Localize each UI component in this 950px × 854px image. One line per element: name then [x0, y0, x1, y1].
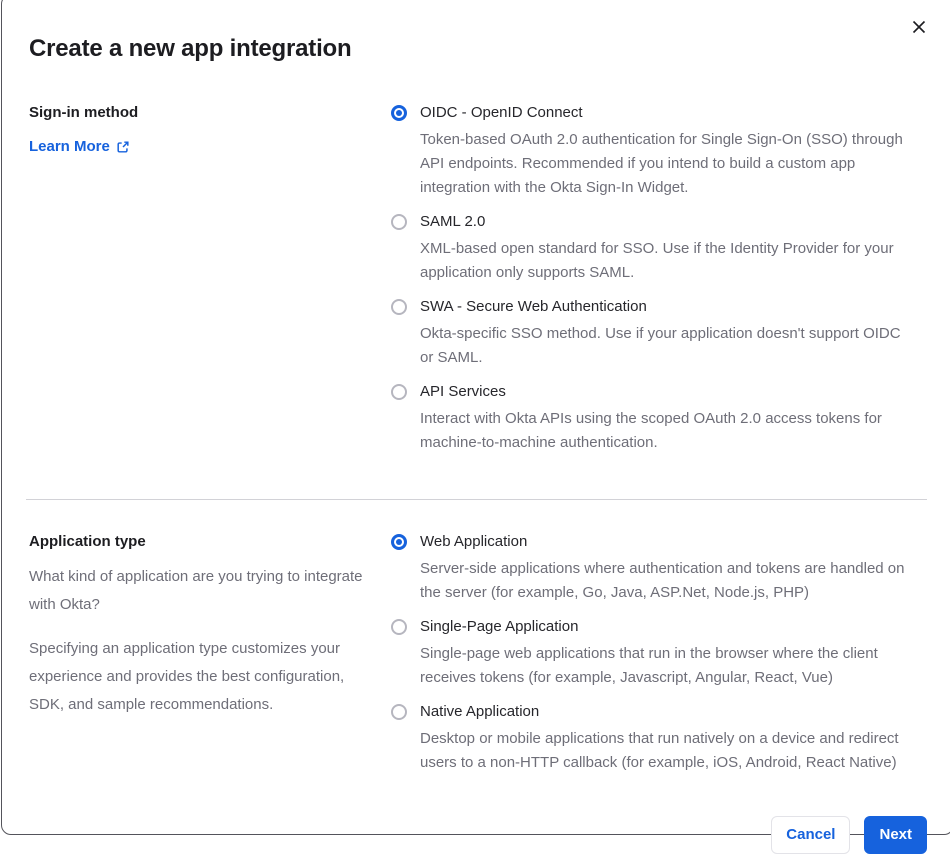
next-button[interactable]: Next — [864, 816, 927, 854]
radio-api-services[interactable] — [391, 384, 407, 400]
radio-selected-icon — [394, 537, 404, 547]
application-type-note: Specifying an application type customizes your experience and provides the best configuration, SDK, and sample recommendations. — [29, 640, 345, 713]
application-type-label: Application type — [29, 533, 146, 550]
sign-in-method-section — [29, 101, 927, 465]
sign-in-method-label: Sign-in method — [29, 104, 139, 121]
radio-selected-icon — [394, 108, 404, 118]
radio-spa[interactable] — [391, 619, 407, 635]
application-type-question: What kind of application are you trying to integrate with Okta? — [29, 568, 363, 613]
option-oidc-label[interactable]: OIDC - OpenID Connect — [420, 104, 583, 121]
option-swa-label[interactable]: SWA - Secure Web Authentication — [420, 298, 647, 315]
option-web-application-description: Server-side applications where authentication and tokens are handled on the server (for example, Go, Java, ASP.Net, Node.js, PHP) — [420, 560, 905, 601]
option-native-application-description: Desktop or mobile applications that run natively on a device and redirect users to a non-HTTP callback (for example, iOS, Android, React Native) — [420, 730, 899, 771]
dialog-title: Create a new app integration — [29, 35, 352, 62]
option-swa — [391, 295, 907, 370]
option-spa-description: Single-page web applications that run in the browser where the client receives tokens (for example, Javascript, Angular, React, Vue) — [420, 645, 878, 686]
radio-saml[interactable] — [391, 214, 407, 230]
option-saml-description: XML-based open standard for SSO. Use if the Identity Provider for your application only supports SAML. — [420, 240, 894, 281]
dialog-footer — [29, 816, 927, 854]
close-button[interactable] — [909, 17, 929, 37]
option-native-application — [391, 700, 907, 775]
option-api-services-description: Interact with Okta APIs using the scoped OAuth 2.0 access tokens for machine-to-machine authentication. — [420, 410, 882, 451]
option-native-application-label[interactable]: Native Application — [420, 703, 540, 720]
option-web-application — [391, 530, 907, 605]
option-spa-label[interactable]: Single-Page Application — [420, 618, 579, 635]
section-divider — [26, 499, 927, 500]
create-app-integration-dialog — [1, 0, 950, 843]
learn-more-label: Learn More — [29, 138, 110, 155]
option-swa-description: Okta-specific SSO method. Use if your application doesn't support OIDC or SAML. — [420, 325, 901, 366]
option-oidc — [391, 101, 907, 200]
option-saml-label[interactable]: SAML 2.0 — [420, 213, 486, 230]
option-api-services — [391, 380, 907, 455]
radio-web-application[interactable] — [391, 534, 407, 550]
option-api-services-label[interactable]: API Services — [420, 383, 506, 400]
external-link-icon — [116, 140, 130, 154]
cancel-button[interactable]: Cancel — [771, 816, 850, 854]
option-web-application-label[interactable]: Web Application — [420, 533, 528, 550]
application-type-section — [29, 530, 927, 785]
radio-native-application[interactable] — [391, 704, 407, 720]
radio-swa[interactable] — [391, 299, 407, 315]
radio-oidc[interactable] — [391, 105, 407, 121]
option-saml — [391, 210, 907, 285]
option-spa — [391, 615, 907, 690]
learn-more-link[interactable] — [29, 135, 130, 159]
option-oidc-description: Token-based OAuth 2.0 authentication for Single Sign-On (SSO) through API endpoints. Recommended if you intend to build a custom app integration with the Okta Sign-In Widget. — [420, 131, 903, 196]
close-icon — [912, 20, 926, 34]
